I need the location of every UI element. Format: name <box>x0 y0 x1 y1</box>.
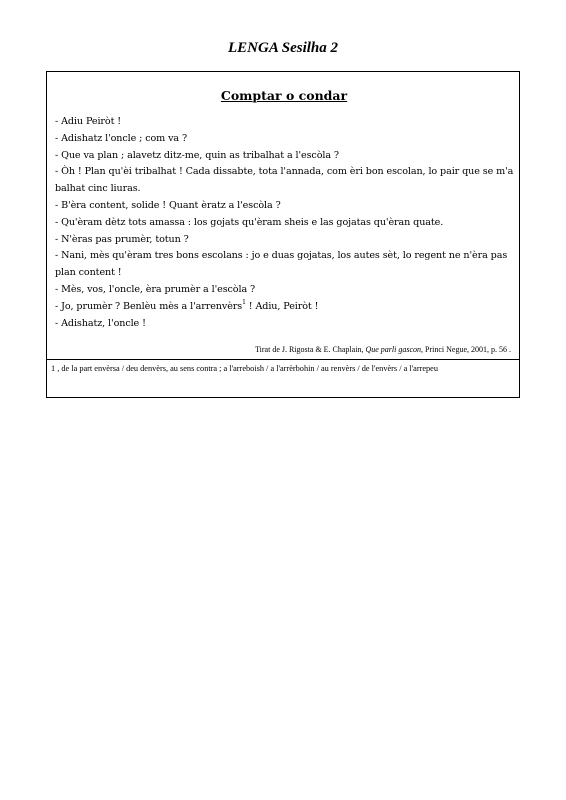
source-suffix: , Princi Negue, 2001, p. 56 . <box>421 345 511 354</box>
dialogue-line-with-footnote <box>55 299 515 316</box>
source-citation <box>255 345 511 354</box>
source-book-title: Que parli gascon <box>365 345 421 354</box>
source-prefix: Tirat de J. Rigosta & E. Chaplain, <box>255 345 366 354</box>
dialogue-text: ! Adiu, Peiròt ! <box>245 300 319 312</box>
dialogue-line: - Qu'èram dètz tots amassa : los gojats qu'èram sheis e las gojatas qu'èran quate. <box>55 216 444 228</box>
text-box <box>46 71 520 398</box>
dialogue-line: - Mès, vos, l'oncle, èra prumèr a l'escòla ? <box>55 283 256 295</box>
dialogue-line: - Nani, mès qu'èram tres bons escolans : jo e duas gojatas, los autes sèt, lo regent ne n'èra pas plan content ! <box>55 250 508 279</box>
footnote: 1 , de la part envèrsa / deu denvèrs, au sens contra ; a l'arreboish / a l'arrèrbohin / au renvèrs / de l'envèrs / a l'arrepeu <box>51 364 439 373</box>
dialogue-line: - Adiu Peiròt ! <box>55 116 122 127</box>
dialogue-line: - B'èra content, solide ! Quant èratz a l'escòla ? <box>55 199 281 211</box>
dialogue-line: - Adishatz, l'oncle ! <box>55 317 146 329</box>
dialogue-line: - Adishatz l'oncle ; com va ? <box>55 132 188 144</box>
box-title <box>47 88 521 103</box>
box-title-text: Comptar o condar <box>220 88 348 103</box>
dialogue-line: - Que va plan ; alavetz ditz-me, quin as tribalhat a l'escòla ? <box>55 149 339 161</box>
dialogue-line: - N'èras pas prumèr, totun ? <box>55 233 189 245</box>
footnote-divider <box>47 359 519 360</box>
dialogue-list <box>55 114 515 332</box>
dialogue-text: - Jo, prumèr ? Benlèu mès a l'arrenvèrs <box>55 300 243 312</box>
dialogue-line: - Òh ! Plan qu'èi tribalhat ! Cada dissabte, tota l'annada, com èri bon escolan, lo pair que se m'a balhat cinc liuras. <box>55 166 514 195</box>
page-title: LENGA Sesilha 2 <box>227 40 339 56</box>
footnote-mark: 1 <box>242 298 246 306</box>
